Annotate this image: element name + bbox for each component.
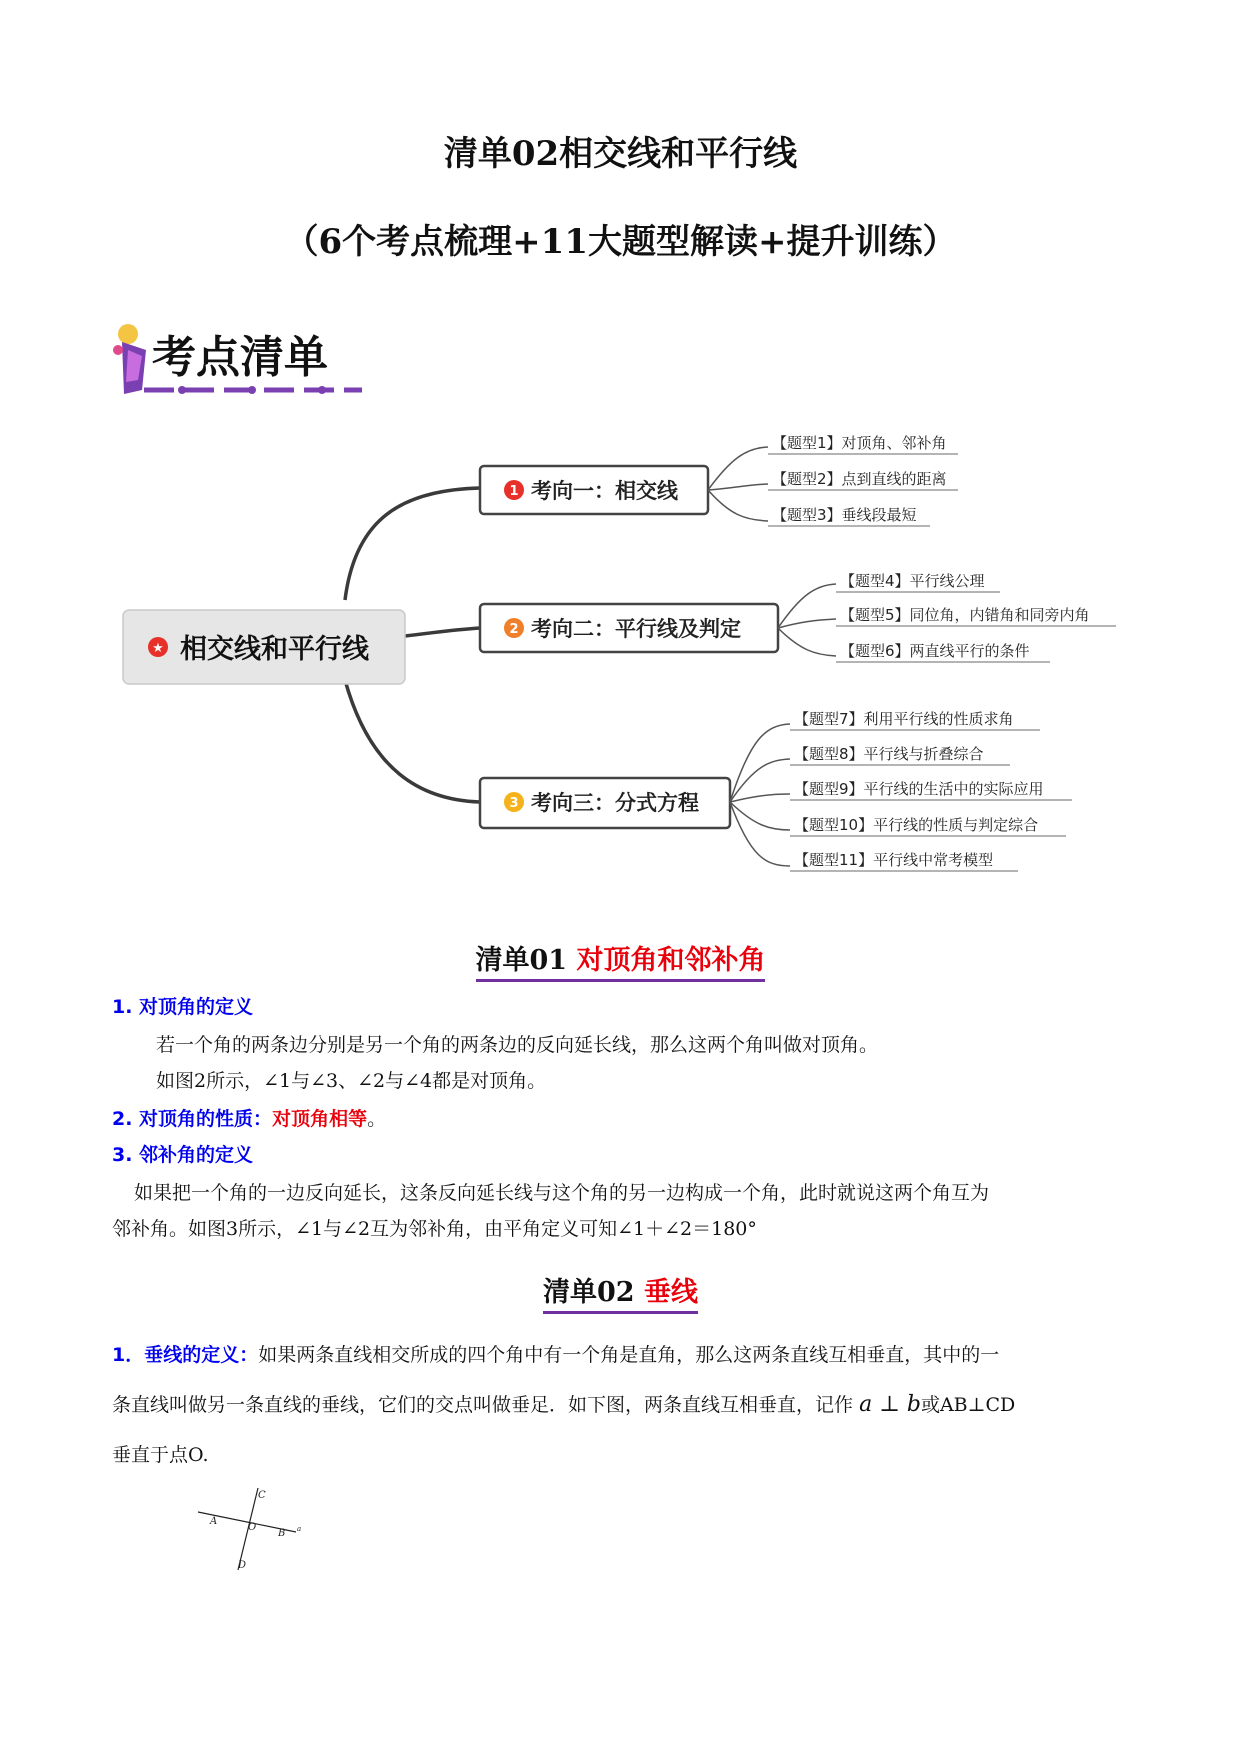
label-d: D (238, 1560, 247, 1571)
branch3-item4: 【题型10】平行线的性质与判定综合 (794, 816, 1039, 834)
section1-heading1 (112, 992, 1132, 1022)
section2-para1b (112, 1390, 1132, 1420)
heading-vertical-angles-def: 1. 对顶角的定义 (112, 996, 254, 1018)
section2-para1a (112, 1340, 1132, 1370)
vertical-angles-equal: 对顶角相等 (272, 1108, 368, 1130)
section1-para3b: 邻补角。如图3所示，∠1与∠2互为邻补角，由平角定义可知∠1＋∠2＝180° (112, 1218, 757, 1240)
label-c: C (258, 1490, 266, 1501)
perpendicular-def-text: 如果两条直线相交所成的四个角中有一个角是直角，那么这两条直线互相垂直，其中的一 (258, 1344, 1000, 1366)
branch3-item3: 【题型9】平行线的生活中的实际应用 (794, 780, 1044, 798)
branch3-label: 考向三：分式方程 (531, 791, 699, 815)
branch2-item2: 【题型5】同位角，内错角和同旁内角 (840, 606, 1090, 624)
section2-para1c: 垂直于点O. (112, 1444, 209, 1466)
branch2-item1: 【题型4】平行线公理 (840, 572, 985, 590)
section1-title (0, 938, 1241, 982)
page-subtitle: （6个考点梳理+11大题型解读+提升训练） (284, 222, 957, 262)
page-title: 清单02相交线和平行线 (443, 134, 798, 174)
branch2-num: 2 (509, 622, 519, 637)
branch2-item3: 【题型6】两直线平行的条件 (840, 642, 1030, 660)
section1-heading3 (112, 1140, 1132, 1170)
svg-text:★: ★ (152, 641, 164, 656)
section2-name: 垂线 (643, 1277, 698, 1308)
label-o: O (248, 1522, 257, 1533)
section1-para2: 如图2所示，∠1与∠3、∠2与∠4都是对顶角。 (156, 1070, 547, 1092)
section2-title (0, 1270, 1241, 1314)
perpendicular-lines-figure (196, 1486, 306, 1572)
period: 。 (367, 1108, 387, 1130)
branch3-num: 3 (509, 796, 519, 811)
branch1-label: 考向一：相交线 (531, 479, 678, 503)
branch1-item3: 【题型3】垂线段最短 (772, 506, 917, 524)
section1-para3a: 如果把一个角的一边反向延长，这条反向延长线与这个角的另一边构成一个角，此时就说这两个角互为 (134, 1182, 990, 1204)
logo-kaodian-qingdan (112, 320, 370, 406)
branch1-num: 1 (509, 484, 519, 499)
branch3-item5: 【题型11】平行线中常考模型 (794, 851, 994, 869)
heading-adjacent-supplementary-def: 3. 邻补角的定义 (112, 1144, 254, 1166)
perpendicular-notation: 或AB⊥CD (920, 1394, 1016, 1416)
branch3-item2: 【题型8】平行线与折叠综合 (794, 745, 984, 763)
heading-perpendicular-def: 1．垂线的定义： (112, 1344, 259, 1366)
branch2-label: 考向二：平行线及判定 (531, 617, 741, 641)
formula-a-perp-b: a ⊥ b (859, 1392, 921, 1417)
section1-name: 对顶角和邻补角 (576, 945, 766, 976)
branch1-item2: 【题型2】点到直线的距离 (772, 470, 947, 488)
branch1-item1: 【题型1】对顶角、邻补角 (772, 434, 947, 452)
section1-heading2 (112, 1104, 1132, 1134)
section2-prefix: 清单02 (543, 1277, 635, 1308)
heading-vertical-angles-prop: 2. 对顶角的性质： (112, 1108, 273, 1130)
section1-prefix: 清单01 (475, 945, 568, 976)
mindmap-root: 相交线和平行线 (180, 634, 369, 665)
section1-para1: 若一个角的两条边分别是另一个角的两条边的反向延长线，那么这两个角叫做对顶角。 (156, 1034, 879, 1056)
logo-text: 考点清单 (152, 332, 328, 383)
mindmap (0, 420, 1241, 890)
label-b: B (278, 1528, 286, 1539)
branch3-item1: 【题型7】利用平行线的性质求角 (794, 710, 1014, 728)
label-line-a: a (297, 1525, 302, 1533)
label-a: A (210, 1516, 218, 1527)
perpendicular-text: 条直线叫做另一条直线的垂线，它们的交点叫做垂足．如下图，两条直线互相垂直，记作 (112, 1394, 854, 1416)
